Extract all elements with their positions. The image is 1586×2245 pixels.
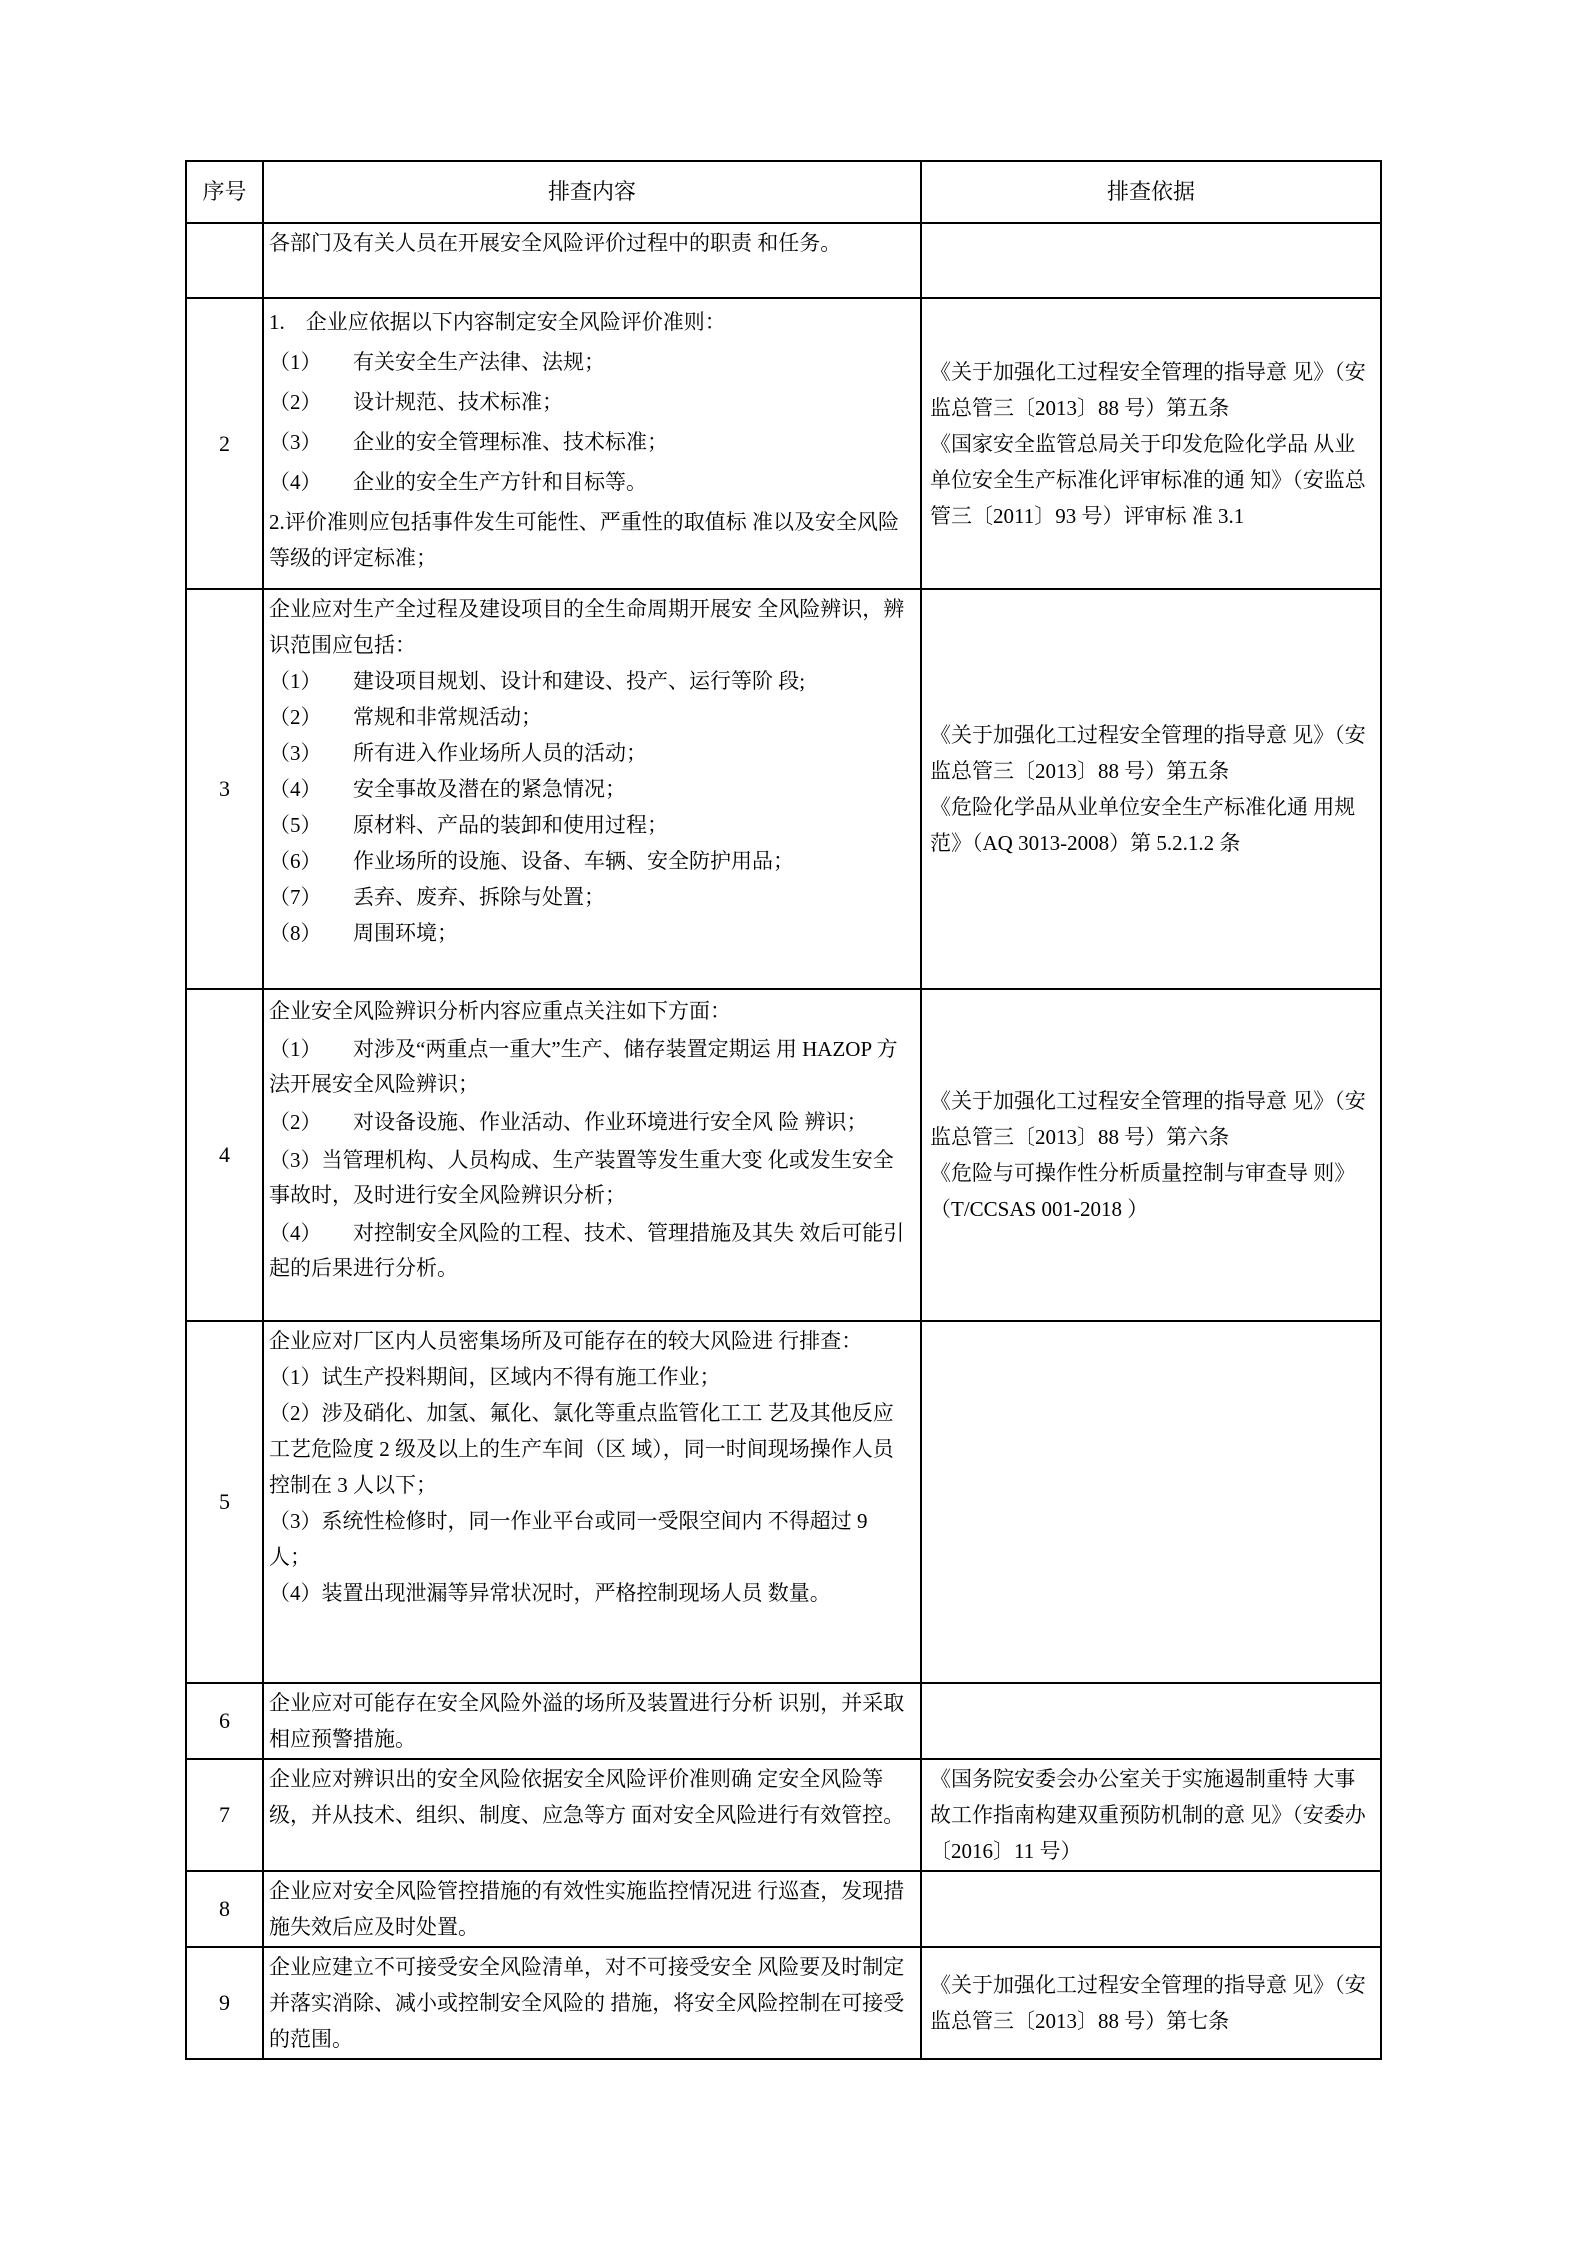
- inspection-content-cell: [263, 298, 921, 589]
- content-paragraph: （1） 有关安全生产法律、法规；: [269, 350, 605, 374]
- inspection-content-cell: [263, 989, 921, 1321]
- basis-paragraph: 《关于加强化工过程安全管理的指导意 见》（安监总管三〔2013〕88 号）第七条: [930, 1973, 1366, 2033]
- table-header-row: [186, 161, 1381, 223]
- content-paragraph: 企业应对辨识出的安全风险依据安全风险评价准则确 定安全风险等级，并从技术、组织、制度、应急等方 面对安全风险进行有效管控。: [269, 1767, 905, 1827]
- content-paragraph: （3） 所有进入作业场所人员的活动；: [269, 741, 647, 765]
- row-serial-number: 3: [186, 589, 263, 989]
- inspection-content-cell: [263, 223, 921, 298]
- content-paragraph: （2） 对设备设施、作业活动、作业环境进行安全风 险 辨识；: [269, 1110, 868, 1134]
- row-serial-number: 8: [186, 1871, 263, 1947]
- content-paragraph: （4） 安全事故及潜在的紧急情况；: [269, 777, 626, 801]
- row-serial-number: 7: [186, 1759, 263, 1871]
- content-paragraph: （4） 对控制安全风险的工程、技术、管理措施及其失 效后可能引起的后果进行分析。: [269, 1221, 905, 1280]
- content-paragraph: 各部门及有关人员在开展安全风险评价过程中的职责 和任务。: [269, 231, 842, 255]
- content-paragraph: 企业应对可能存在安全风险外溢的场所及装置进行分析 识别，并采取相应预警措施。: [269, 1691, 905, 1751]
- inspection-content-cell: [263, 1871, 921, 1947]
- inspection-table: [185, 160, 1382, 2060]
- content-paragraph: （2） 常规和非常规活动；: [269, 705, 542, 729]
- table-row: [186, 1683, 1381, 1759]
- table-body: [186, 223, 1381, 2059]
- content-paragraph: 2.评价准则应包括事件发生可能性、严重性的取值标 准以及安全风险等级的评定标准；: [269, 510, 899, 570]
- inspection-content-cell: [263, 1321, 921, 1683]
- table-row: [186, 989, 1381, 1321]
- table-row: [186, 223, 1381, 298]
- content-paragraph: （6） 作业场所的设施、设备、车辆、安全防护用品；: [269, 849, 794, 873]
- content-paragraph: 企业应对生产全过程及建设项目的全生命周期开展安 全风险辨识，辨识范围应包括：: [269, 597, 905, 657]
- row-serial-number: 9: [186, 1947, 263, 2059]
- basis-paragraph: 《国家安全监管总局关于印发危险化学品 从业单位安全生产标准化评审标准的通 知》（安监总管三〔2011〕93 号）评审标 准 3.1: [930, 431, 1366, 528]
- inspection-basis-cell: [921, 1947, 1381, 2059]
- header-inspection-content: 排查内容: [263, 161, 921, 223]
- table-row: [186, 1947, 1381, 2059]
- header-inspection-basis: 排查依据: [921, 161, 1381, 223]
- row-serial-number: 5: [186, 1321, 263, 1683]
- header-serial-number: 序号: [186, 161, 263, 223]
- content-paragraph: （3）当管理机构、人员构成、生产装置等发生重大变 化或发生安全事故时，及时进行安全风险辨识分析；: [269, 1148, 894, 1207]
- basis-paragraph: 《危险与可操作性分析质量控制与审查导 则》（T/CCSAS 001-2018 ）: [930, 1161, 1356, 1221]
- content-paragraph: （3） 企业的安全管理标准、技术标准；: [269, 430, 668, 454]
- content-paragraph: （2）涉及硝化、加氢、氟化、氯化等重点监管化工工 艺及其他反应工艺危险度 2 级及以上的生产车间（区 域），同一时间现场操作人员控制在 3 人以下；: [269, 1401, 894, 1497]
- inspection-content-cell: [263, 1947, 921, 2059]
- content-paragraph: （7） 丢弃、废弃、拆除与处置；: [269, 885, 605, 909]
- table-row: [186, 589, 1381, 989]
- table-row: [186, 298, 1381, 589]
- content-paragraph: （1） 对涉及“两重点一重大”生产、储存装置定期运 用 HAZOP 方法开展安全风险辨识；: [269, 1037, 898, 1096]
- basis-paragraph: 《关于加强化工过程安全管理的指导意 见》（安监总管三〔2013〕88 号）第六条: [930, 1089, 1366, 1149]
- inspection-content-cell: [263, 589, 921, 989]
- inspection-content-cell: [263, 1683, 921, 1759]
- inspection-basis-cell: [921, 1871, 1381, 1947]
- row-serial-number: 4: [186, 989, 263, 1321]
- inspection-basis-cell: [921, 589, 1381, 989]
- basis-paragraph: 《国务院安委会办公室关于实施遏制重特 大事故工作指南构建双重预防机制的意 见》（安委办〔2016〕11 号）: [930, 1767, 1366, 1863]
- inspection-basis-cell: [921, 298, 1381, 589]
- content-paragraph: 企业应建立不可接受安全风险清单，对不可接受安全 风险要及时制定并落实消除、减小或控制安全风险的 措施，将安全风险控制在可接受的范围。: [269, 1955, 905, 2051]
- inspection-content-cell: [263, 1759, 921, 1871]
- content-paragraph: （4） 企业的安全生产方针和目标等。: [269, 470, 647, 494]
- inspection-basis-cell: [921, 1759, 1381, 1871]
- row-serial-number: 2: [186, 298, 263, 589]
- content-paragraph: 企业安全风险辨识分析内容应重点关注如下方面：: [269, 999, 731, 1023]
- content-paragraph: （3）系统性检修时，同一作业平台或同一受限空间内 不得超过 9 人；: [269, 1509, 868, 1569]
- content-paragraph: 企业应对安全风险管控措施的有效性实施监控情况进 行巡查，发现措施失效后应及时处置。: [269, 1879, 905, 1939]
- table-row: [186, 1759, 1381, 1871]
- row-serial-number: [186, 223, 263, 298]
- table-row: [186, 1871, 1381, 1947]
- row-serial-number: 6: [186, 1683, 263, 1759]
- inspection-basis-cell: [921, 1321, 1381, 1683]
- content-paragraph: （5） 原材料、产品的装卸和使用过程；: [269, 813, 668, 837]
- basis-paragraph: 《危险化学品从业单位安全生产标准化通 用规范》（AQ 3013-2008）第 5.2.1.2 条: [930, 795, 1356, 855]
- content-paragraph: （1）试生产投料期间，区域内不得有施工作业；: [269, 1365, 721, 1389]
- content-paragraph: （8） 周围环境；: [269, 921, 458, 945]
- basis-paragraph: 《关于加强化工过程安全管理的指导意 见》（安监总管三〔2013〕88 号）第五条: [930, 359, 1366, 420]
- inspection-basis-cell: [921, 989, 1381, 1321]
- basis-paragraph: 《关于加强化工过程安全管理的指导意 见》（安监总管三〔2013〕88 号）第五条: [930, 723, 1366, 783]
- content-paragraph: （1） 建设项目规划、设计和建设、投产、运行等阶 段;: [269, 669, 806, 693]
- content-paragraph: 1. 企业应依据以下内容制定安全风险评价准则：: [269, 310, 726, 334]
- inspection-basis-cell: [921, 223, 1381, 298]
- table-row: [186, 1321, 1381, 1683]
- content-paragraph: （2） 设计规范、技术标准；: [269, 390, 563, 414]
- content-paragraph: 企业应对厂区内人员密集场所及可能存在的较大风险进 行排查：: [269, 1329, 863, 1353]
- content-paragraph: （4）装置出现泄漏等异常状况时，严格控制现场人员 数量。: [269, 1581, 831, 1605]
- inspection-basis-cell: [921, 1683, 1381, 1759]
